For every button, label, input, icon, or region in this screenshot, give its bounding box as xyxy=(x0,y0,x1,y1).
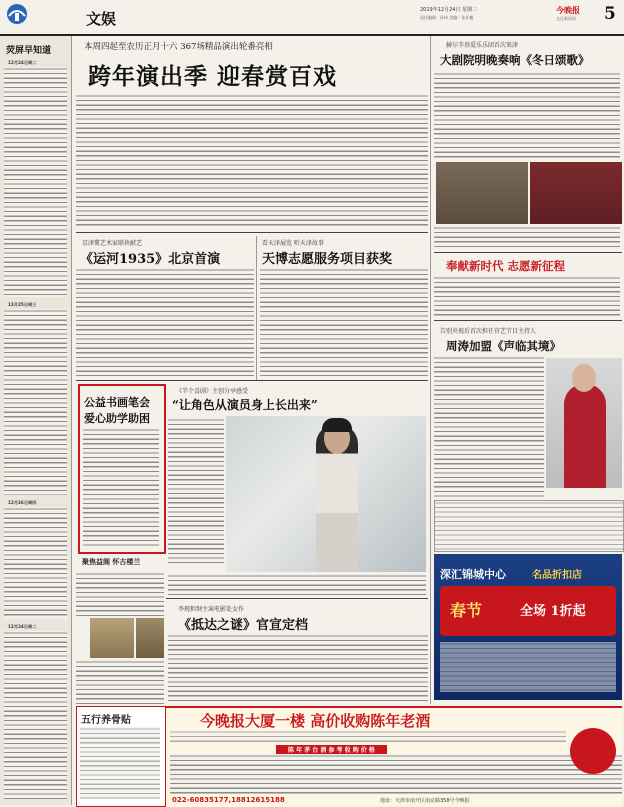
museum-body xyxy=(76,572,164,616)
tianjin-headline: 天博志愿服务项目获奖 xyxy=(262,252,393,267)
bone-patch-title: 五行养骨贴 xyxy=(81,715,131,726)
orchestra-photo-2 xyxy=(530,162,622,224)
beijing-body xyxy=(76,268,254,376)
tianjin-body xyxy=(260,268,428,376)
mall-ad-festival: 春节 xyxy=(450,601,483,620)
actor-hair xyxy=(322,418,352,432)
host-kicker: 告别央视后首次担任官艺节目主持人 xyxy=(440,328,537,335)
film-body xyxy=(168,634,428,704)
bone-patch-ad xyxy=(76,706,166,807)
liquor-ad xyxy=(166,706,622,807)
beijing-headline: 《运河1935》北京首演 xyxy=(80,252,221,267)
sidebar-listings-2 xyxy=(4,309,67,495)
volunteer-headline: 奉献新时代 志愿新征程 xyxy=(446,259,566,273)
actor-headline: “让角色从演员身上长出来” xyxy=(172,398,318,412)
museum-photo-2 xyxy=(136,618,164,658)
rule-col-divider xyxy=(256,236,257,380)
liquor-ad-text xyxy=(170,730,566,742)
mall-ad-promo: 名品折扣店 xyxy=(532,570,582,581)
rule-film xyxy=(166,598,428,599)
rule-top-story xyxy=(76,232,428,233)
host-figure xyxy=(564,384,606,488)
mall-ad-fineprint xyxy=(440,642,616,692)
rule-right-col xyxy=(430,36,431,704)
orchestra-body-2 xyxy=(434,226,620,250)
host-headline: 周涛加盟《声临其境》 xyxy=(446,339,561,353)
tianjin-kicker: 看天津展览 听天津故事 xyxy=(262,240,324,247)
mall-ad xyxy=(434,554,622,700)
charity-headline-2: 爱心助学助困 xyxy=(84,412,150,425)
sidebar-listings-1 xyxy=(4,67,67,297)
liquor-price-table xyxy=(170,754,622,794)
film-kicker: 李现担纲主演电影处女作 xyxy=(178,606,245,613)
host-photo xyxy=(546,358,622,488)
actor-body-bottom xyxy=(168,574,426,596)
masthead-brand-small: 文化新闻部 xyxy=(556,16,576,21)
sidebar-listings-4 xyxy=(4,631,67,799)
masthead-editors: 责任编辑：孙伟 美编：张亚楠 xyxy=(420,15,474,20)
orchestra-body xyxy=(434,72,620,160)
museum-photo-1 xyxy=(90,618,134,658)
mall-ad-name: 深汇锦城中心 xyxy=(440,568,506,581)
beijing-kicker: 京津冀艺术家联袂献艺 xyxy=(82,240,143,247)
liquor-ad-phone: 022-60835177,18812615188 xyxy=(172,796,285,804)
page-number: 5 xyxy=(604,4,616,24)
orchestra-headline: 大剧院明晚奏响《冬日颂歌》 xyxy=(440,53,590,67)
sidebar-date-3: 12月26日周四 xyxy=(8,500,37,505)
sidebar-date-2: 12月25日周三 xyxy=(8,302,37,307)
liquor-ad-title: 今晚报大厦一楼 高价收购陈年老酒 xyxy=(200,712,431,730)
volunteer-body xyxy=(434,276,620,316)
actor-body-left xyxy=(168,418,224,566)
bone-patch-text xyxy=(80,727,160,799)
sidebar-date-4: 12月24日周二 xyxy=(8,624,37,629)
actor-photo xyxy=(226,416,426,572)
liquor-ad-address: 地址：天津市南开区南京路358号今晚报 xyxy=(380,798,470,804)
masthead-rule xyxy=(0,34,624,36)
liquor-ad-sub: 陈 年 茅 台 酒 参 考 收 购 价 格 xyxy=(276,745,387,754)
rule-right-1 xyxy=(434,252,622,253)
charity-headline-1: 公益书画笔会 xyxy=(84,396,150,409)
rule-mid xyxy=(76,380,428,381)
museum-kicker: 聚焦益阁 怀古楼兰 xyxy=(82,558,141,566)
newspaper-logo-icon xyxy=(4,2,30,26)
actor-kicker: 《半个喜剧》主创分享感受 xyxy=(176,388,249,395)
tv-guide-sidebar xyxy=(0,36,71,805)
film-headline: 《抵达之谜》官宣定档 xyxy=(178,618,309,633)
sidebar-divider xyxy=(71,36,72,805)
orchestra-kicker: 赫尔辛基爱乐乐团首次来津 xyxy=(446,42,519,49)
section-title: 文娱 xyxy=(86,10,117,28)
orchestra-photo-1 xyxy=(436,162,528,224)
rule-right-2 xyxy=(434,320,622,321)
mall-ad-discount: 全场 1折起 xyxy=(520,604,586,619)
charity-body xyxy=(83,428,159,546)
host-body xyxy=(434,356,544,498)
host-head xyxy=(572,364,596,392)
sidebar-date-1: 12月24日周二 xyxy=(8,60,37,65)
top-story-headline: 跨年演出季 迎春赏百戏 xyxy=(88,63,338,90)
museum-body-2 xyxy=(76,660,164,704)
masthead xyxy=(0,0,624,34)
top-story-kicker: 本周四起至农历正月十六 367场精品演出轮番亮相 xyxy=(84,42,273,52)
sidebar-listings-3 xyxy=(4,507,67,619)
charity-story-box xyxy=(78,384,166,554)
liquor-ad-badge xyxy=(570,728,616,774)
masthead-date: 2019年12月24日 星期二 xyxy=(420,7,478,13)
sidebar-title: 荧屏早知道 xyxy=(6,46,52,56)
masthead-brand: 今晚报 xyxy=(556,5,580,15)
tv-listing-box xyxy=(434,500,624,552)
top-story-body xyxy=(76,94,428,228)
